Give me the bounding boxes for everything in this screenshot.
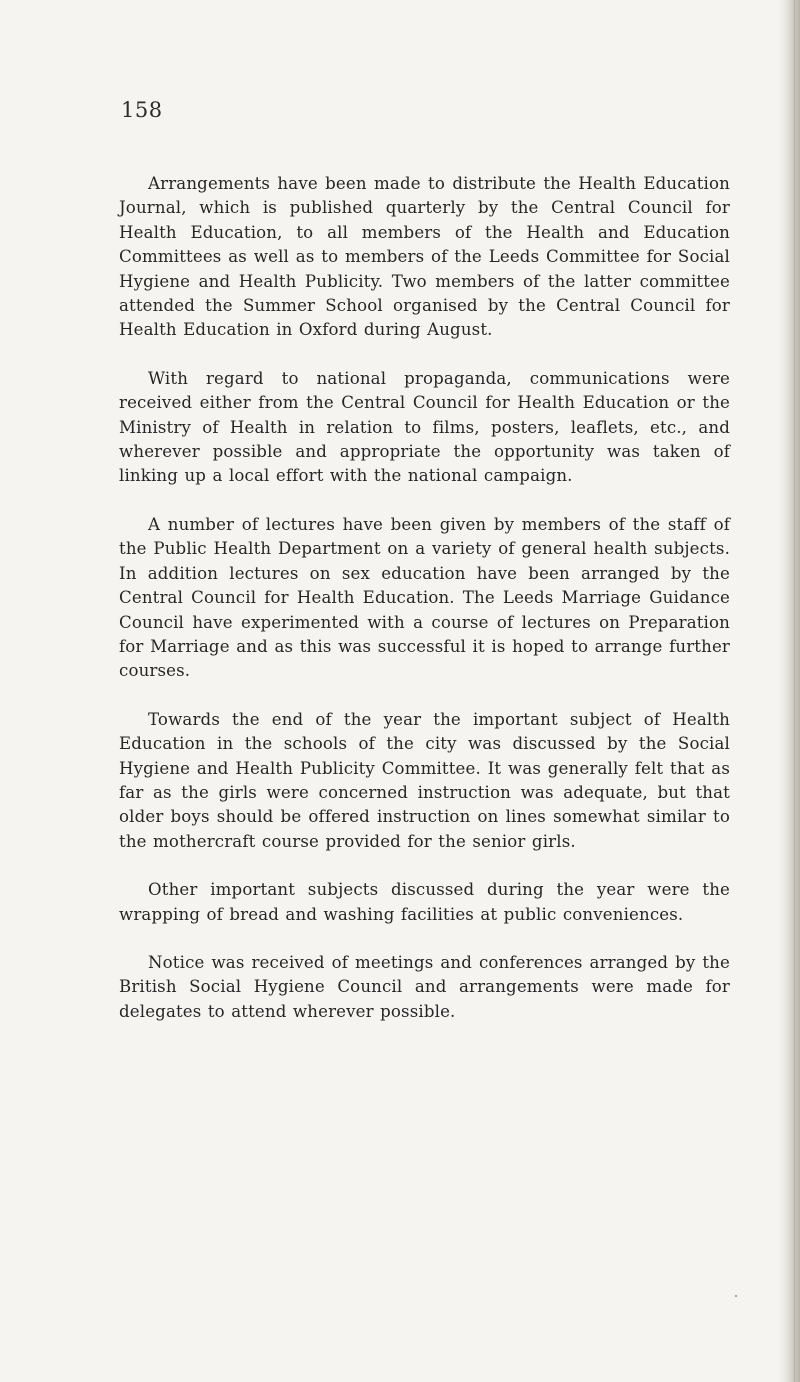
- paragraph-meetings-conferences: Notice was received of meetings and conferences arranged by the British Social Hygiene Council and arrangements were made for delegates to attend wherever possible.: [119, 952, 730, 1021]
- paragraph-other-subjects: Other important subjects discussed during the year were the wrapping of bread and washing facilities at public conveniences.: [119, 880, 730, 924]
- page-edge-line: [794, 0, 795, 1382]
- scan-speck: [735, 1295, 737, 1297]
- paragraph-lectures: A number of lectures have been given by members of the staff of the Public Health Department on a variety of general health subjects. In addition lectures on sex education have been arranged by the Central Council for Health Education. The Leeds Marriage Guidance Council have experimented with a course of lectures on Preparation for Marriage and as this was successful it is hoped to arrange further courses.: [119, 514, 730, 681]
- body-text: [119, 172, 730, 1048]
- paragraph-school-health-education: Towards the end of the year the important subject of Health Education in the schools of the city was discussed by the Social Hygiene and Health Publicity Committee. It was generally felt that as far as the girls were concerned instruction was adequate, but that older boys should be offered instruction on lines somewhat similar to the mothercraft course provided for the senior girls.: [119, 709, 730, 851]
- paragraph-national-propaganda: With regard to national propaganda, communications were received either from the Central Council for Health Education or the Ministry of Health in relation to films, posters, leaflets, etc., and wherever possible and appropriate the opportunity was taken of linking up a local effort with the national campaign.: [119, 368, 730, 486]
- page-number: 158: [121, 98, 163, 122]
- page-edge-shadow: [778, 0, 800, 1382]
- paragraph-health-education-journal: Arrangements have been made to distribute the Health Education Journal, which is published quarterly by the Central Council for Health Education, to all members of the Health and Education Committees as well as to members of the Leeds Committee for Social Hygiene and Health Publicity. Two members of the latter committee attended the Summer School organised by the Central Council for Health Education in Oxford during August.: [119, 174, 730, 340]
